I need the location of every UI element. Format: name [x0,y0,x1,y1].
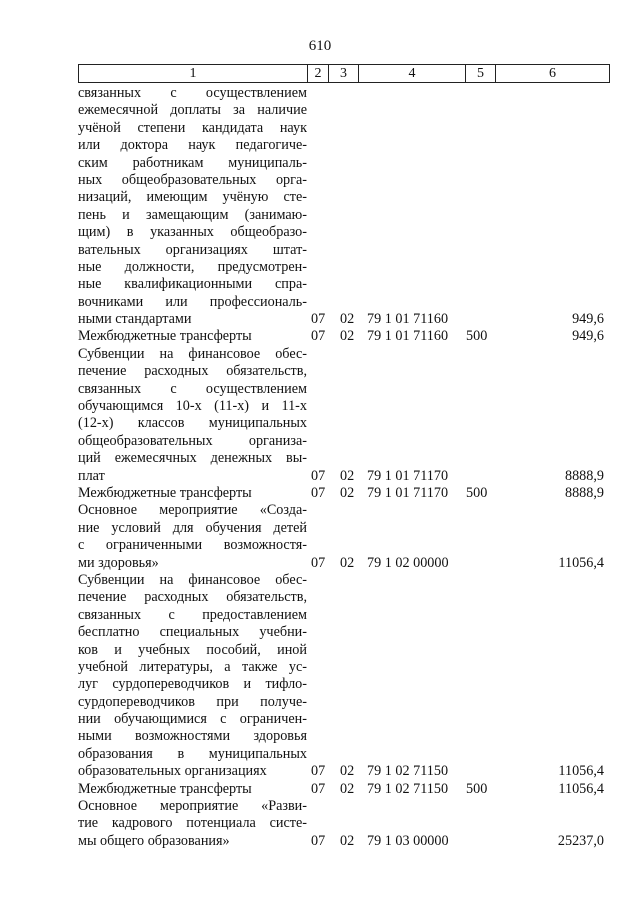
subsection-code: 02 [340,311,355,328]
table-row-line [78,137,610,154]
section-code: 07 [311,780,326,797]
table-row-line [78,259,610,276]
subsection-code: 02 [340,484,355,501]
table-row-line [78,207,610,224]
table-row [78,781,610,798]
section-code: 07 [311,311,326,328]
table-row-line [78,502,610,519]
row-description-line: ными возможностями здоровья [78,728,307,745]
table-row-line [78,189,610,206]
row-description-line: ков и учебных пособий, иной [78,641,307,658]
row-description-line: Субвенции на финансовое обес- [78,571,307,588]
row-description-line: нии обучающимися с ограничен- [78,711,307,728]
row-description-line: ные должности, предусмотрен- [78,258,307,275]
table-row-line [78,624,610,641]
table-row-line [78,555,610,572]
row-description-line: низаций, имеющим учёную сте- [78,189,307,206]
table-row-line [78,763,610,780]
table-row-line [78,537,610,554]
table-header [78,64,610,83]
amount-value: 11056,4 [558,763,604,780]
row-description-line: печение расходных обязательств, [78,589,307,606]
table-row-line [78,155,610,172]
table-row-line [78,276,610,293]
table-row [78,346,610,485]
row-description-line: вочниками или профессиональ- [78,293,307,310]
row-description-line: Основное мероприятие «Созда- [78,502,307,519]
amount-value: 25237,0 [557,832,604,849]
row-description-line: Субвенции на финансовое обес- [78,345,307,362]
table-row [78,572,610,781]
row-description-line: образования в муниципальных [78,745,307,762]
table-row [78,798,610,850]
section-code: 07 [311,763,326,780]
section-code: 07 [311,554,326,571]
target-article-code: 79 1 01 71170 [367,467,449,484]
row-description-line: ским работникам муниципаль- [78,154,307,171]
table-row-line [78,815,610,832]
row-description-line: ных общеобразовательных орга- [78,171,307,188]
header-col-section: 2 [308,65,329,82]
row-description-line: Основное мероприятие «Разви- [78,798,307,815]
target-article-code: 79 1 02 71150 [367,763,449,780]
header-col-subsection: 3 [329,65,359,82]
section-code: 07 [311,484,326,501]
row-description-line: Межбюджетные трансферты [78,780,252,797]
row-description-line: (12-х) классов муниципальных [78,415,307,432]
row-description-line: щим) в указанных общеобразо- [78,224,307,241]
table-row-line [78,468,610,485]
target-article-code: 79 1 01 71160 [367,328,449,345]
amount-value: 949,6 [572,311,604,328]
table-row-line [78,102,610,119]
table-row-line [78,450,610,467]
row-description-line: связанных с осуществлением [78,85,307,101]
subsection-code: 02 [340,763,355,780]
table-row-line [78,224,610,241]
header-col-expense-type: 5 [466,65,496,82]
table-row [78,328,610,345]
section-code: 07 [311,832,326,849]
row-description-line: связанных с предоставлением [78,606,307,623]
table-row-line [78,520,610,537]
table-row-line [78,85,610,102]
expense-type-code: 500 [466,328,488,345]
row-description-line: пень и замещающим (занимаю- [78,206,307,223]
amount-value: 11056,4 [558,780,604,797]
subsection-code: 02 [340,832,355,849]
table-row-line [78,363,610,380]
table-row-line [78,676,610,693]
row-description-line: общеобразовательных организа- [78,432,307,449]
row-description-line: луг сурдопереводчиков и тифло- [78,676,307,693]
table-row-line [78,607,610,624]
table-row-line [78,589,610,606]
table-row-line [78,798,610,815]
amount-value: 11056,4 [558,554,604,571]
target-article-code: 79 1 01 71170 [367,484,449,501]
target-article-code: 79 1 02 71150 [367,780,449,797]
row-description-line: ежемесячной доплаты за наличие [78,102,307,119]
row-description-line: или доктора наук педагогиче- [78,137,307,154]
row-description-line: с ограниченными возможностя- [78,537,307,554]
row-description-line: ными стандартами [78,311,192,328]
row-description-line: плат [78,467,105,484]
table-row-line [78,346,610,363]
section-code: 07 [311,328,326,345]
row-description-line: обучающимся 10-х (11-х) и 11-х [78,398,307,415]
row-description-line: вательных организациях штат- [78,241,307,258]
row-description-line: ций ежемесячных денежных вы- [78,450,307,467]
table-row-line [78,781,610,798]
row-description-line: ми здоровья» [78,554,159,571]
table-row-line [78,694,610,711]
table-row-line [78,398,610,415]
table-row [78,485,610,502]
row-description-line: связанных с осуществлением [78,380,307,397]
header-col-description: 1 [79,65,308,82]
table-row-line [78,120,610,137]
row-description-line: образовательных организациях [78,763,267,780]
table-row-line [78,294,610,311]
table-row-line [78,415,610,432]
table-row-line [78,746,610,763]
table-row-line [78,728,610,745]
table-row-line [78,833,610,850]
table-row-line [78,572,610,589]
table-row [78,85,610,328]
table-row-line [78,242,610,259]
subsection-code: 02 [340,467,355,484]
table-row-line [78,311,610,328]
row-description-line: печение расходных обязательств, [78,363,307,380]
target-article-code: 79 1 01 71160 [367,311,449,328]
subsection-code: 02 [340,780,355,797]
row-description-line: учёной степени кандидата наук [78,119,307,136]
row-description-line: Межбюджетные трансферты [78,484,252,501]
row-description-line: Межбюджетные трансферты [78,328,252,345]
row-description-line: ные квалификационными спра- [78,276,307,293]
amount-value: 8888,9 [564,484,604,501]
subsection-code: 02 [340,328,355,345]
row-description-line: тие кадрового потенциала систе- [78,815,307,832]
target-article-code: 79 1 02 00000 [367,554,449,571]
target-article-code: 79 1 03 00000 [367,832,449,849]
row-description-line: мы общего образования» [78,832,230,849]
header-col-amount: 6 [549,66,556,81]
table-row-line [78,642,610,659]
table-row-line [78,711,610,728]
amount-value: 949,6 [572,328,604,345]
header-col-target-article: 4 [359,65,466,82]
row-description-line: бесплатно специальных учебни- [78,624,307,641]
row-description-line: сурдопереводчиков при получе- [78,693,307,710]
amount-value: 8888,9 [564,467,604,484]
table-row-line [78,328,610,345]
expense-type-code: 500 [466,780,488,797]
table-row [78,502,610,572]
page-number: 610 [308,38,332,54]
table-row-line [78,485,610,502]
table-row-line [78,381,610,398]
table-row-line [78,172,610,189]
table-body [78,85,610,850]
expense-type-code: 500 [466,484,488,501]
section-code: 07 [311,467,326,484]
subsection-code: 02 [340,554,355,571]
table-row-line [78,659,610,676]
table-row-line [78,433,610,450]
row-description-line: ние условий для обучения детей [78,519,307,536]
row-description-line: учебной литературы, а также ус- [78,658,307,675]
